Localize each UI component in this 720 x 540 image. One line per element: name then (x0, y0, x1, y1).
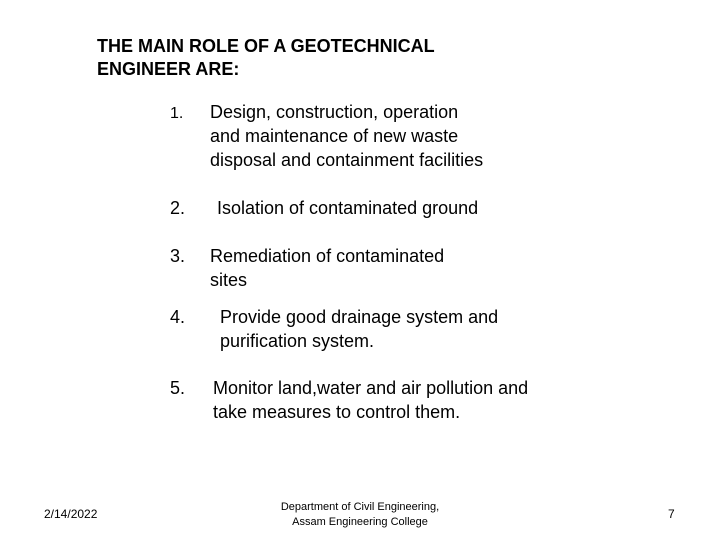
page-number: 7 (668, 507, 675, 521)
slide-title: THE MAIN ROLE OF A GEOTECHNICAL ENGINEER ARE: (97, 36, 435, 79)
item-number: 3. (170, 246, 186, 266)
item-text: Remediation of contaminated sites (210, 246, 445, 290)
item-number: 4. (170, 307, 186, 327)
item-text: Provide good drainage system and purification system. (220, 307, 499, 351)
footer-date: 2/14/2022 (44, 507, 98, 521)
item-number: 1. (170, 105, 184, 122)
item-text: Design, construction, operation and maintenance of new waste disposal and containment facilities (210, 102, 484, 170)
item-number: 2. (170, 198, 186, 218)
item-number: 5. (170, 378, 186, 398)
footer-department: Department of Civil Engineering, Assam Engineering College (280, 501, 440, 528)
item-text: Isolation of contaminated ground (217, 198, 479, 218)
item-text: Monitor land,water and air pollution and take measures to control them. (213, 378, 529, 422)
